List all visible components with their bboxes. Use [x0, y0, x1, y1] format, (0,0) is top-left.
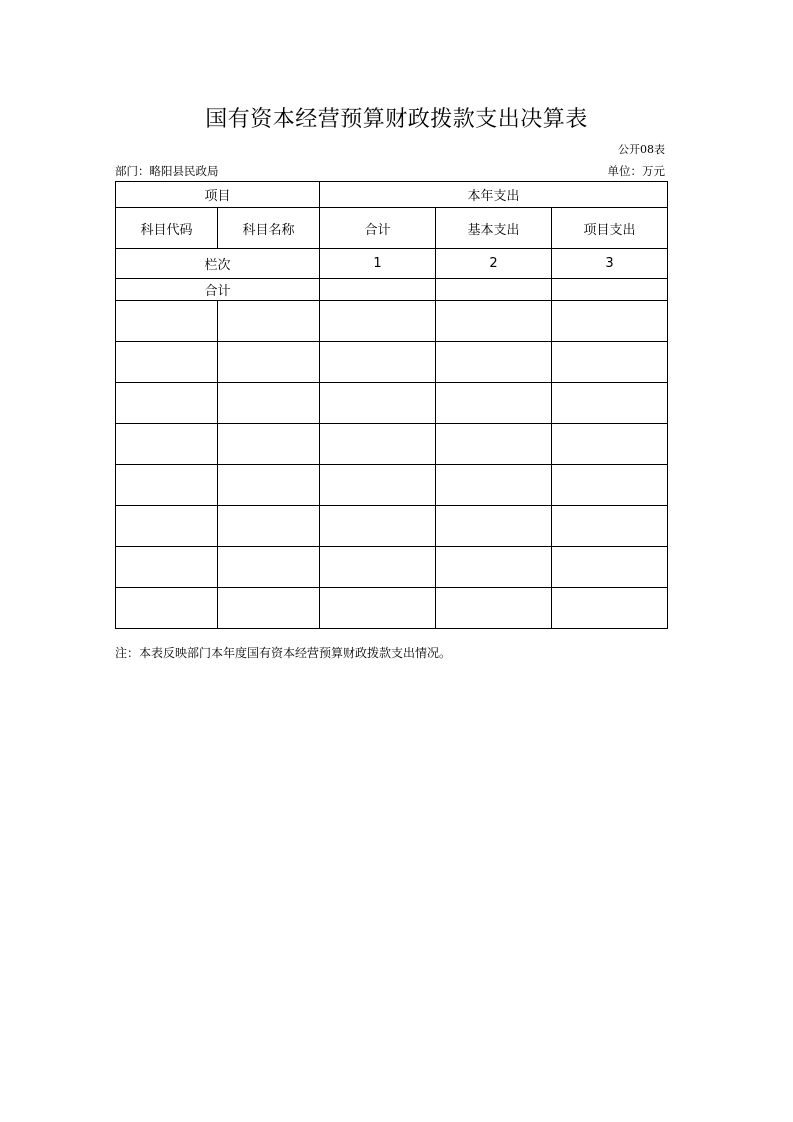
form-number: 公开08表 [618, 143, 665, 156]
col-header-basic: 基本支出 [436, 208, 552, 249]
cell-code [116, 342, 218, 383]
cell-code [116, 588, 218, 629]
table-row [116, 547, 668, 588]
col-header-project: 项目支出 [552, 208, 668, 249]
total-cell-2 [436, 279, 552, 301]
cell-total [320, 465, 436, 506]
table-row [116, 383, 668, 424]
cell-code [116, 465, 218, 506]
cell-name [218, 506, 320, 547]
cell-code [116, 301, 218, 342]
cell-name [218, 424, 320, 465]
cell-project [552, 383, 668, 424]
cell-total [320, 588, 436, 629]
table-row [116, 588, 668, 629]
footnote: 注：本表反映部门本年度国有资本经营预算财政拨款支出情况。 [115, 646, 452, 660]
total-cell-3 [552, 279, 668, 301]
index-cell-3: 3 [552, 249, 668, 279]
total-label-cell: 合计 [116, 279, 320, 301]
table-row [116, 301, 668, 342]
header-expense-cell: 本年支出 [320, 182, 668, 208]
table-row [116, 506, 668, 547]
cell-name [218, 547, 320, 588]
cell-code [116, 506, 218, 547]
col-header-name: 科目名称 [218, 208, 320, 249]
total-cell-1 [320, 279, 436, 301]
index-row [116, 249, 668, 279]
page-title: 国有资本经营预算财政拨款支出决算表 [205, 107, 588, 132]
cell-basic [436, 342, 552, 383]
index-cell-1: 1 [320, 249, 436, 279]
table-row [116, 465, 668, 506]
col-header-code: 科目代码 [116, 208, 218, 249]
table-row [116, 342, 668, 383]
cell-total [320, 506, 436, 547]
cell-name [218, 588, 320, 629]
cell-total [320, 547, 436, 588]
cell-code [116, 424, 218, 465]
cell-basic [436, 506, 552, 547]
department-label: 部门：略阳县民政局 [115, 164, 219, 178]
expenditure-table [115, 181, 668, 629]
cell-total [320, 342, 436, 383]
cell-code [116, 547, 218, 588]
cell-name [218, 342, 320, 383]
cell-name [218, 465, 320, 506]
index-cell-2: 2 [436, 249, 552, 279]
col-header-total: 合计 [320, 208, 436, 249]
cell-name [218, 383, 320, 424]
header-item-cell: 项目 [116, 182, 320, 208]
cell-basic [436, 588, 552, 629]
cell-project [552, 588, 668, 629]
cell-project [552, 301, 668, 342]
header-row-2 [116, 208, 668, 249]
cell-total [320, 383, 436, 424]
cell-basic [436, 424, 552, 465]
cell-basic [436, 465, 552, 506]
table-row [116, 424, 668, 465]
unit-label: 单位：万元 [607, 164, 665, 178]
cell-project [552, 506, 668, 547]
total-row [116, 279, 668, 301]
cell-code [116, 383, 218, 424]
cell-total [320, 424, 436, 465]
cell-basic [436, 383, 552, 424]
cell-project [552, 465, 668, 506]
cell-project [552, 424, 668, 465]
index-label-cell: 栏次 [116, 249, 320, 279]
cell-project [552, 342, 668, 383]
cell-total [320, 301, 436, 342]
cell-basic [436, 301, 552, 342]
cell-basic [436, 547, 552, 588]
header-row-1 [116, 182, 668, 208]
cell-name [218, 301, 320, 342]
cell-project [552, 547, 668, 588]
